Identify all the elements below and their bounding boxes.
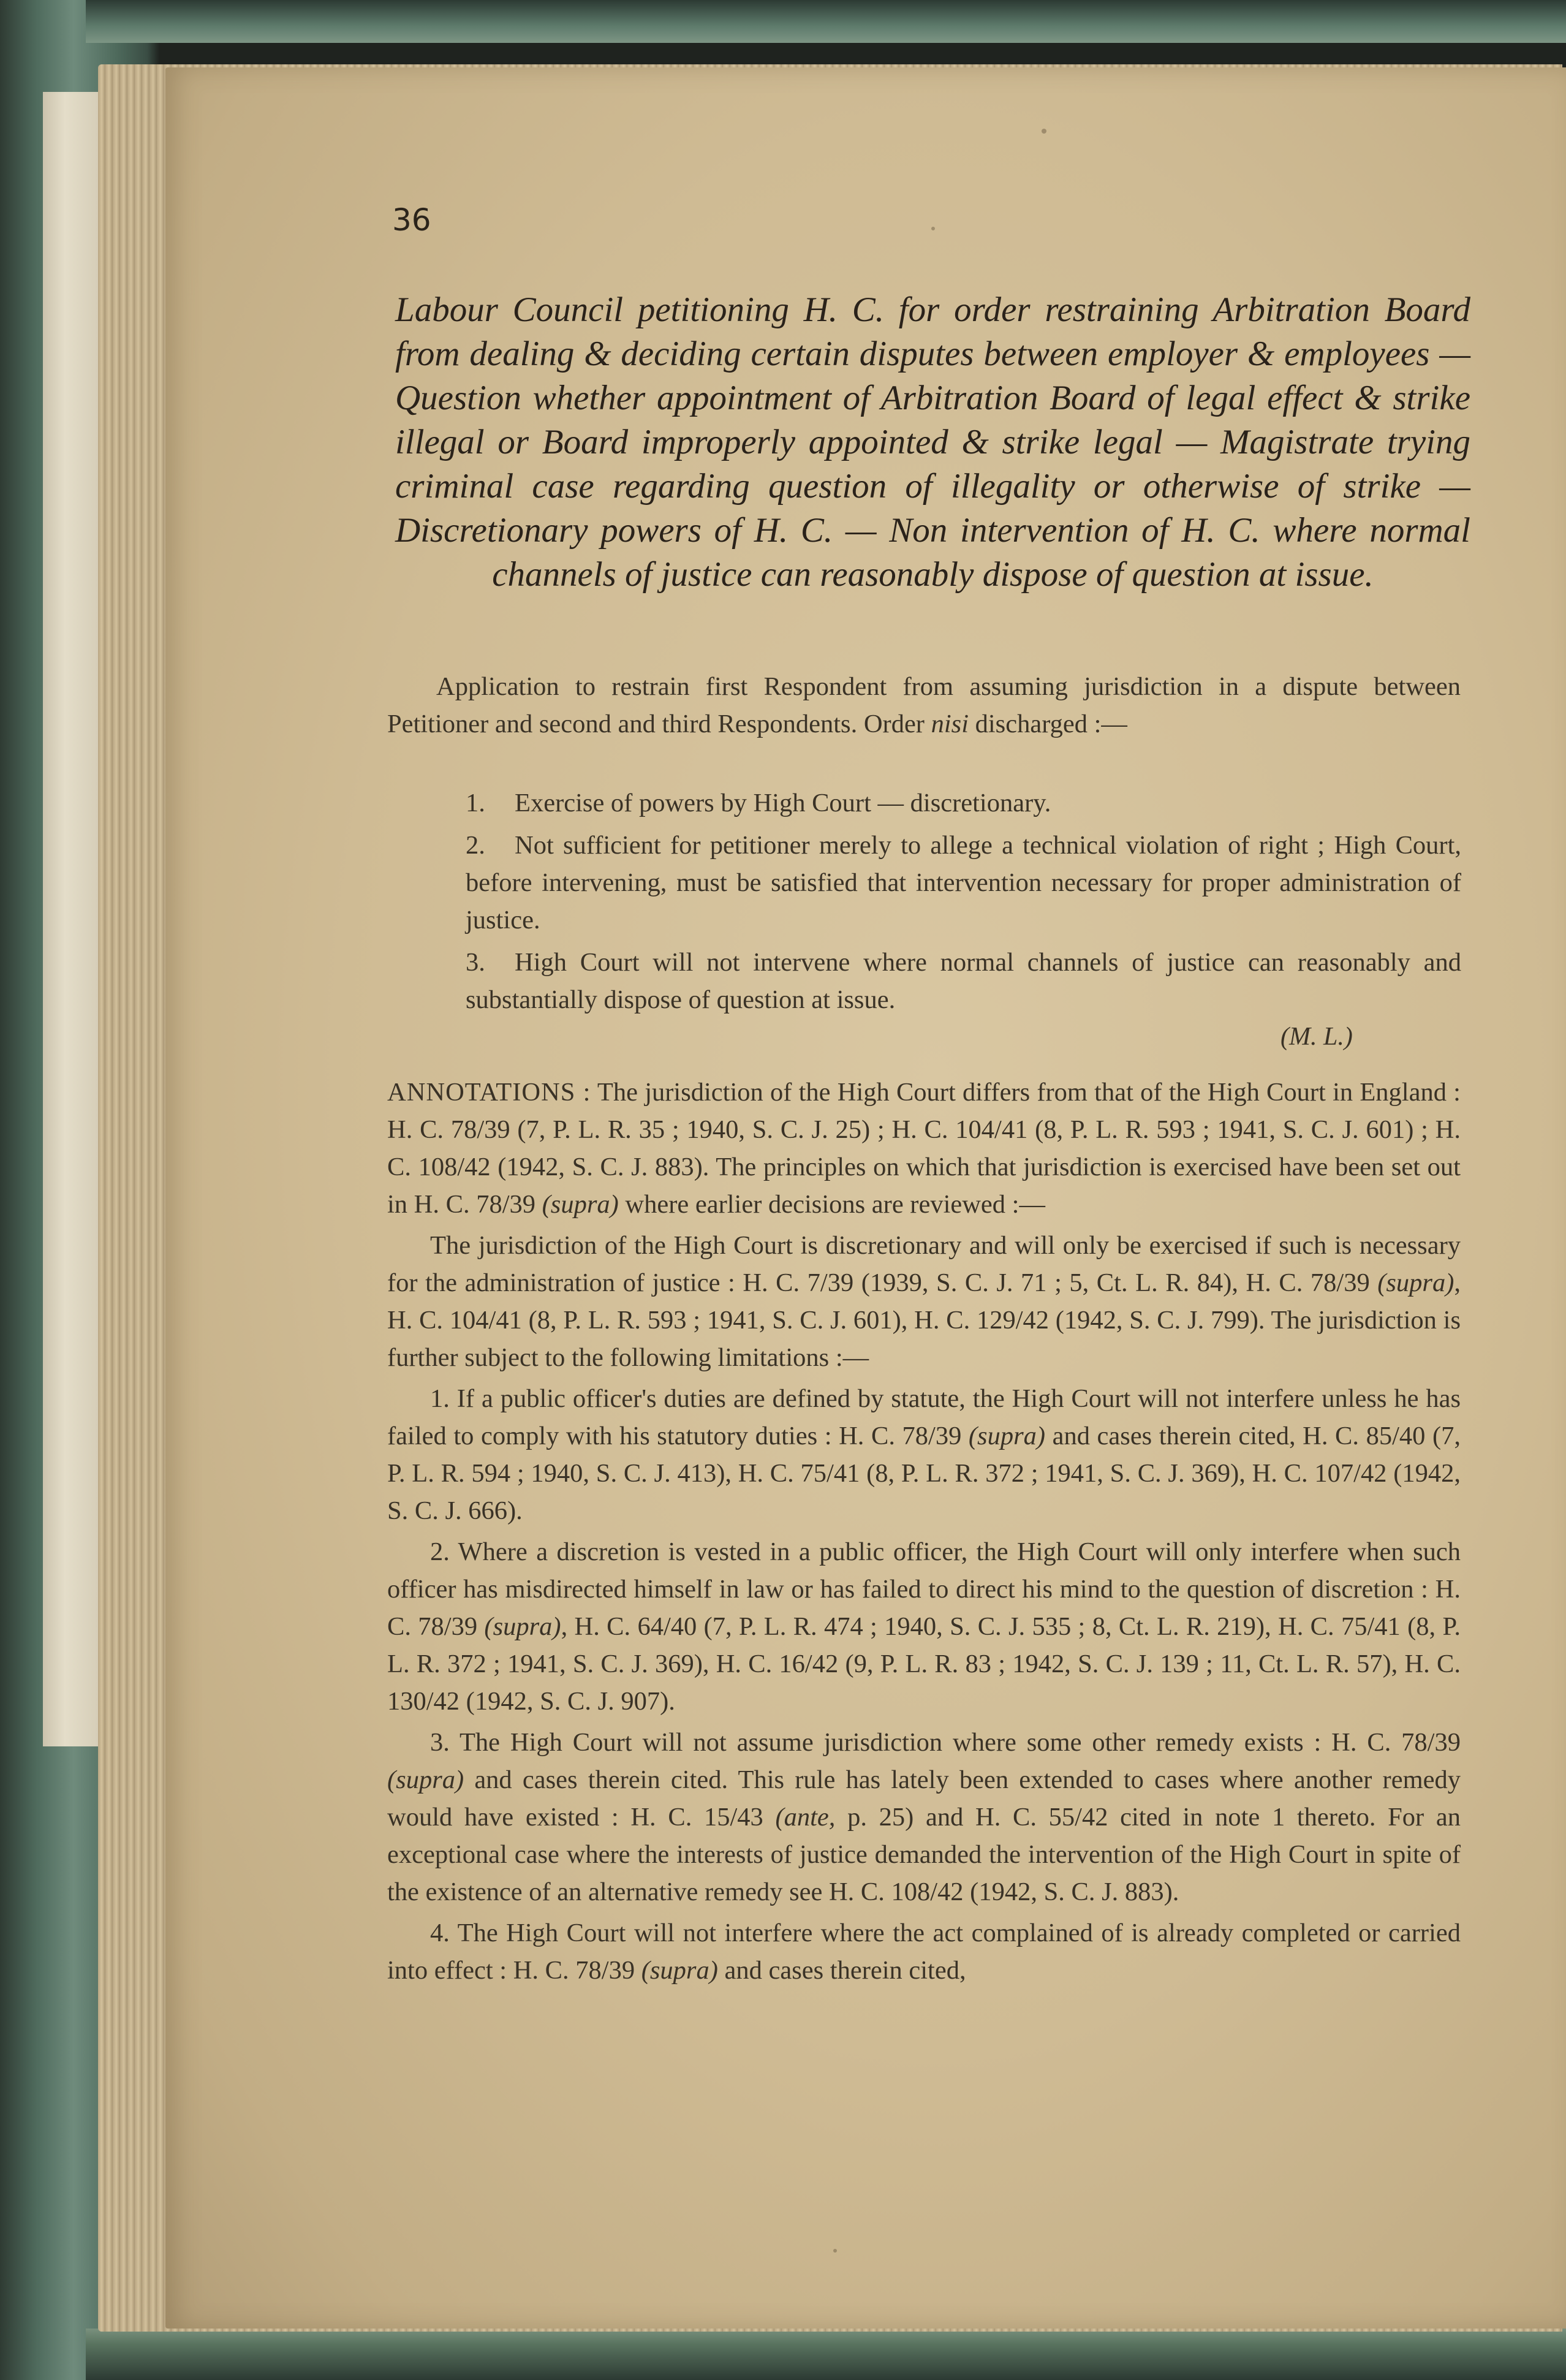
author-initials: (M. L.) <box>1280 1023 1353 1051</box>
page-number: 36 <box>392 202 431 238</box>
held-point: 2. Not sufficient for petitioner merely to allege a technical violation of right ; High Court, before intervening, must be satisfied that intervention necessary for proper administration of justice. <box>466 831 1461 934</box>
intro-paragraph <box>387 668 1461 743</box>
annotations-section <box>387 1074 1461 1993</box>
headnote: Labour Council petitioning H. C. for order restraining Arbitration Board from dealing & deciding certain disputes between employer & employees — Question whether appointment of Arbitration Board of legal effect & strike illegal or Board improperly appointed & strike legal — Magistrate trying criminal case regarding question of illegality or otherwise of strike — Discretionary powers of H. C. — Non intervention of H. C. where normal channels of justice can reasonably dispose of question at issue. <box>395 290 1470 594</box>
binding-top-edge <box>86 0 1566 43</box>
paper-speck <box>931 227 935 230</box>
held-point: 1. Exercise of powers by High Court — discretionary. <box>466 789 1051 817</box>
endpaper-strip <box>43 92 98 1746</box>
binding-bottom-edge <box>86 2329 1566 2380</box>
intro-nisi: nisi <box>931 710 969 738</box>
intro-text-end: discharged :— <box>969 710 1127 738</box>
held-point: 3. High Court will not intervene where normal channels of justice can reasonably and substantially dispose of question at issue. <box>466 948 1461 1014</box>
annotation-item: 3. The High Court will not assume jurisdiction where some other remedy exists : H. C. 78/39 (supra) and cases therein cited. This rule has lately been extended to cases where another remedy would have existed : H. C. 15/43 (ante, p. 25) and H. C. 55/42 cited in note 1 thereto. For an exceptional case where the interests of justice demanded the intervention of the High Court in spite of the existence of an alternative remedy see H. C. 108/42 (1942, S. C. J. 883). <box>387 1728 1461 1906</box>
paper-speck <box>1042 129 1046 134</box>
held-points-list <box>466 784 1461 1023</box>
annotation-item: 4. The High Court will not interfere where the act complained of is already completed or carried into effect : H. C. 78/39 (supra) and cases therein cited, <box>387 1919 1461 1985</box>
annotation-item: 2. Where a discretion is vested in a public officer, the High Court will only interfere when such officer has misdirected himself in law or has failed to direct his mind to the question of discretion : H. C. 78/39 (supra), H. C. 64/40 (7, P. L. R. 474 ; 1940, S. C. J. 535 ; 8, Ct. L. R. 219), H. C. 75/41 (8, P. L. R. 372 ; 1941, S. C. J. 369), H. C. 16/42 (9, P. L. R. 83 ; 1942, S. C. J. 139 ; 11, Ct. L. R. 57), H. C. 130/42 (1942, S. C. J. 907). <box>387 1537 1461 1716</box>
paper-speck <box>833 2249 837 2253</box>
intro-text: Application to restrain first Respondent from assuming jurisdiction in a dispute between Petitioner and second and third Respondents. Order <box>387 672 1461 738</box>
annotation-paragraph: ANNOTATIONS : The jurisdiction of the High Court differs from that of the High Court in England : H. C. 78/39 (7, P. L. R. 35 ; 1940, S. C. J. 25) ; H. C. 104/41 (8, P. L. R. 593 ; 1941, S. C. J. 601) ; H. C. 108/42 (1942, S. C. J. 883). The principles on which that jurisdiction is exercised have been set out in H. C. 78/39 (supra) where earlier decisions are reviewed :— <box>387 1078 1461 1219</box>
annotation-paragraph: The jurisdiction of the High Court is discretionary and will only be exercised if such is necessary for the administration of justice : H. C. 7/39 (1939, S. C. J. 71 ; 5, Ct. L. R. 84), H. C. 78/39 (supra), H. C. 104/41 (8, P. L. R. 593 ; 1941, S. C. J. 601), H. C. 129/42 (1942, S. C. J. 799). The jurisdiction is further subject to the following limitations :— <box>387 1231 1461 1372</box>
annotations-label: ANNOTATIONS : <box>387 1078 591 1107</box>
annotation-item: 1. If a public officer's duties are defined by statute, the High Court will not interfere unless he has failed to comply with his statutory duties : H. C. 78/39 (supra) and cases therein cited, H. C. 85/40 (7, P. L. R. 594 ; 1940, S. C. J. 413), H. C. 75/41 (8, P. L. R. 372 ; 1941, S. C. J. 369), H. C. 107/42 (1942, S. C. J. 666). <box>387 1384 1461 1525</box>
